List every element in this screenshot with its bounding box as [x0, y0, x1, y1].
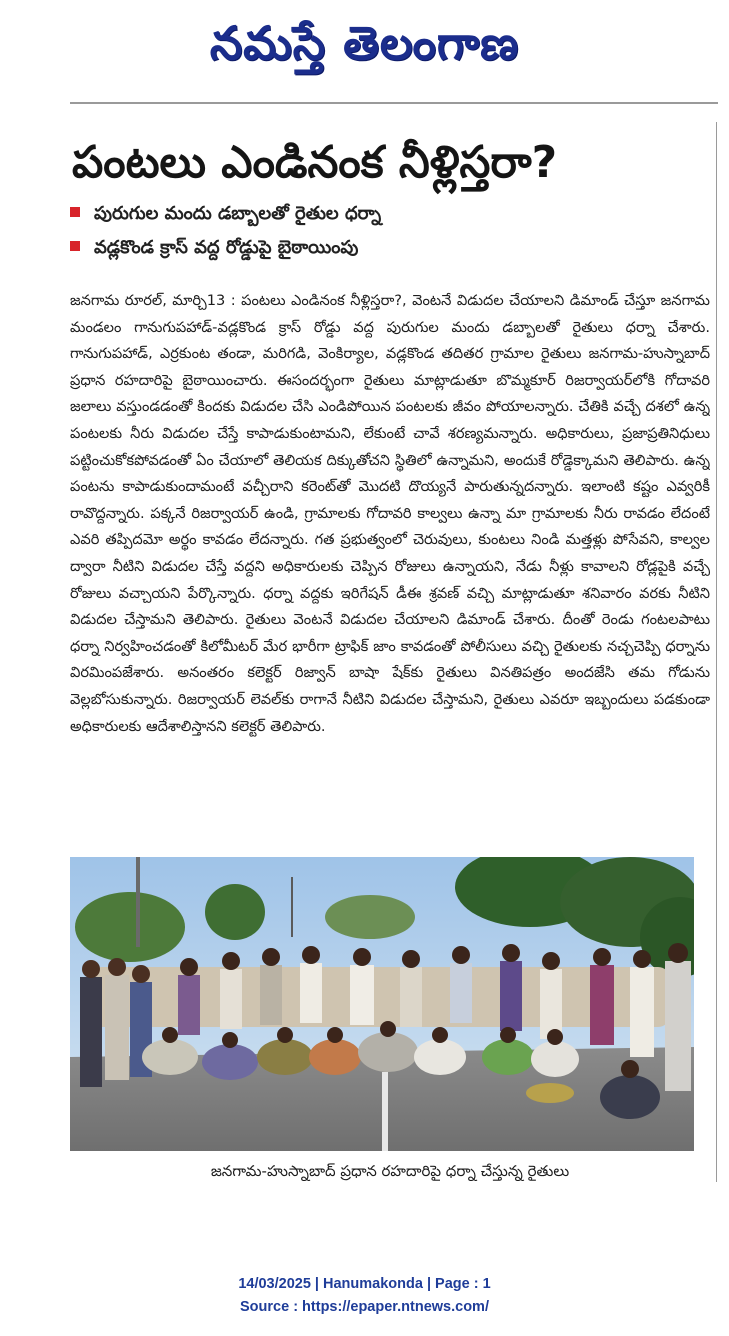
masthead-divider — [70, 102, 718, 104]
masthead-title: నమస్తే తెలంగాణ — [209, 16, 520, 70]
footer-edition-line: 14/03/2025 | Hanumakonda | Page : 1 — [238, 1276, 491, 1292]
red-bullet-icon — [70, 241, 80, 251]
subhead-2-text: వడ్లకొండ క్రాస్ వద్ద రోడ్డుపై బైఠాయింపు — [94, 237, 359, 258]
article-body: జనగామ రూరల్, మార్చి13 : పంటలు ఎండినంక నీళ్లిస్తరా?, వెంటనే విడుదల చేయాలని డిమాండ్ చేస్తూ జనగామ మండలం గానుగుపహాడ్-వడ్లకొండ క్రాస్ రోడ్డు వద్ద పురుగుల మందు డబ్బాలతో రైతులు ధర్నా చేశారు. గానుగుపహాడ్, ఎర్రకుంట తండా, మరిగడి, వెంకిర్యాల, వడ్లకొండ తదితర గ్రామాల రైతులు జనగామ-హుస్నాబాద్ ప్రధాన రహదారిపై బైఠాయించారు. ఈసందర్భంగా రైతులు మాట్లాడుతూ బొమ్మకూర్ రిజర్వాయర్‌లోకి గోదావరి జలాలు వస్తుండడంతో కిందకు విడుదల చేసి ఎండిపోయిన పంటలకు జీవం పోయాలన్నారు. చేతికి వచ్చే దశలో ఉన్న పంటలకు నీరు విడుదల చేస్తే కాపాడుకుంటామని, లేకుంటే చావే శరణ్యమన్నారు. అధికారులు, ప్రజాప్రతినిధులు పట్టించుకోకపోవడంతో ఏం చేయాలో తెలియక దిక్కుతోచని స్థితిలో ఉన్నామని, అందుకే రోడ్డెక్కామని తెలిపారు. ఉన్న పంటను కాపాడుకుందామంటే వచ్చీరాని కరెంట్‌తో మొదటి దొయ్యనే పారుతున్నదన్నారు. ఇలాంటి కష్టం ఎవ్వరికీ రావొద్దన్నారు. పక్కనే రిజర్వాయర్ ఉండి, గ్రామాలకు గోదావరి కాల్వలు ఉన్నా మా గ్రామాలకు నీరు రావడం లేదంటే ఎవరి తప్పిదమో అర్థం కావడం లేదన్నారు. గత ప్రభుత్వంలో చెరువులు, కుంటలు నిండి మత్తళ్లు పోసేవని, కాల్వల ద్వారా నీటిని విడుదల చేస్తే వద్దని అధికారులకు చెప్పిన రోజులు ఉన్నాయని, నేడు నీళ్లు కావాలని రోడ్లపైకి వచ్చే రోజులు వచ్చాయని పేర్కొన్నారు. ధర్నా వద్దకు ఇరిగేషన్ డీఈ శ్రవణ్ వచ్చి మాట్లాడుతూ శనివారం వరకు నీటిని విడుదల చేస్తామని తెలిపారు. రైతులు వెంటనే విడుదల చేయాలని డిమాండ్ చేశారు. దీంతో రెండు గంటలపాటు ధర్నా నిర్వహించడంతో కిలోమీటర్ మేర భారీగా ట్రాఫిక్ జాం కావడంతో పోలీసులు వచ్చి రైతులకు నచ్చచెప్పి ధర్నాను విరమింపజేశారు. అనంతరం కలెక్టర్ రిజ్వాన్ బాషా షేక్‌కు రైతులు వినతిపత్రం అందజేసి తమ గోడును వెల్లబోసుకున్నారు. రిజర్వాయర్ లెవల్‌కు రాగానే నీటిని విడుదల చేస్తామని, రైతులు ఎవరూ ఇబ్బందులు పడకుండా అధికారులకు ఆదేశాలిస్తానని కలెక్టర్ తెలిపారు. — [70, 292, 710, 735]
red-bullet-icon — [70, 207, 80, 217]
article-headline: పంటలు ఎండినంక నీళ్లిస్తరా? — [72, 137, 558, 188]
subhead-1-text: పురుగుల మందు డబ్బాలతో రైతుల ధర్నా — [94, 203, 382, 224]
subhead-2 — [70, 236, 710, 260]
protest-photo — [70, 857, 694, 1151]
footer-source-line: Source : https://epaper.ntnews.com/ — [240, 1299, 489, 1315]
photo-caption: జనగామ-హుస్నాబాద్ ప్రధాన రహదారిపై ధర్నా చేస్తున్న రైతులు — [210, 1162, 570, 1180]
subhead-1 — [70, 202, 710, 226]
column-divider — [716, 122, 717, 1182]
